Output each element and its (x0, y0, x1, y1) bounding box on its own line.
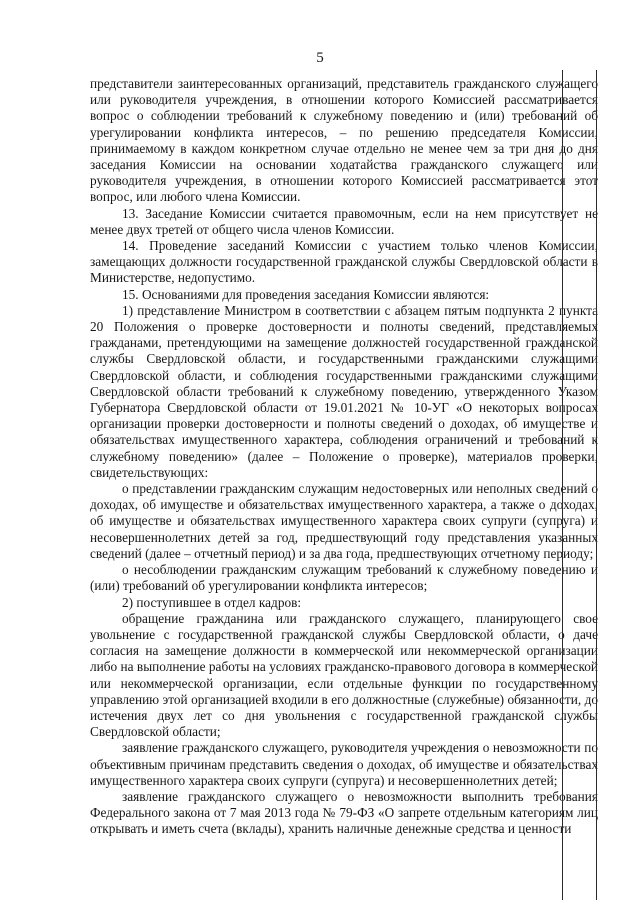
paragraph-13: 13. Заседание Комиссии считается правомочным, если на нем присутствует не менее двух третей от общего числа членов Комиссии. (90, 205, 598, 237)
paragraph-15-item-2: 2) поступившее в отдел кадров: (122, 594, 302, 610)
scan-artifact-line (596, 70, 597, 900)
paragraph-continuation: представители заинтересованных организаций, представитель гражданского служащего или руководителя учреждения, в отношении которого Комиссией рассматривается вопрос о соблюдении требований к служебному поведению и (или) требований об урегулировании конфликта интересов, – по решению председателя Комиссии, принимаемому в каждом конкретном случае отдельно не менее чем за три дня до дня заседания Комиссии на основании ходатайства гражданского служащего или руководителя учреждения, в отношении которого Комиссией рассматривается этот вопрос, или любого члена Комиссии. (90, 76, 598, 205)
scan-artifact-line (562, 70, 563, 900)
paragraph-15-item-2-b: заявление гражданского служащего, руководителя учреждения о невозможности по объективным причинам представить сведения о доходах, об имуществе и обязательствах имущественного характера своих супруги (супруга) и несовершеннолетних детей; (90, 740, 598, 788)
paragraph-15-item-2-a: обращение гражданина или гражданского служащего, планирующего свое увольнение с государственной гражданской службы Свердловской области, о даче согласия на замещение должности в коммерческой или некоммерческой организации либо на выполнение работы на условиях гражданско-правового договора в коммерческой или некоммерческой организации, если отдельные функции по государственному управлению этой организацией входили в его должностные (служебные) обязанности, до истечения двух лет со дня увольнения с государственной гражданской службы Свердловской области; (90, 610, 598, 740)
paragraph-15: 15. Основаниями для проведения заседания Комиссии являются: (122, 286, 490, 302)
paragraph-15-item-1: 1) представление Министром в соответствии с абзацем пятым подпункта 2 пункта 20 Положения о проверке достоверности и полноты сведений, представляемых гражданами, претендующими на замещение должностей государственной гражданской службы Свердловской области, и государственными гражданскими служащими Свердловской области, и соблюдения государственными гражданскими служащими Свердловской области требований к служебному поведению, утвержденного Указом Губернатора Свердловской области от 19.01.2021 № 10-УГ «О некоторых вопросах организации проверки достоверности и полноты сведений о доходах, об имуществе и обязательствах имущественного характера, соблюдения ограничений и требований к служебному поведению» (далее – Положение о проверке), материалов проверки, свидетельствующих: (90, 302, 598, 480)
paragraph-15-item-1-a: о представлении гражданским служащим недостоверных или неполных сведений о доходах, об имуществе и обязательствах имущественного характера, а также о доходах, об имуществе и обязательствах имущественного характера своих супруги (супруга) и несовершеннолетних детей за год, предшествующий году представления указанных сведений (далее – отчетный период) и за два года, предшествующих отчетному периоду; (90, 481, 598, 561)
paragraph-14: 14. Проведение заседаний Комиссии с участием только членов Комиссии, замещающих должности государственной гражданской службы Свердловской области в Министерстве, недопустимо. (90, 238, 598, 286)
page-number: 5 (316, 50, 324, 66)
document-body (90, 76, 598, 838)
paragraph-15-item-1-b: о несоблюдении гражданским служащим требований к служебному поведению и (или) требований об урегулировании конфликта интересов; (90, 562, 598, 594)
paragraph-15-item-2-c: заявление гражданского служащего о невозможности выполнить требования Федерального закона от 7 мая 2013 года № 79-ФЗ «О запрете отдельным категориям лиц открывать и иметь счета (вклады), хранить наличные денежные средства и ценности (90, 788, 598, 837)
